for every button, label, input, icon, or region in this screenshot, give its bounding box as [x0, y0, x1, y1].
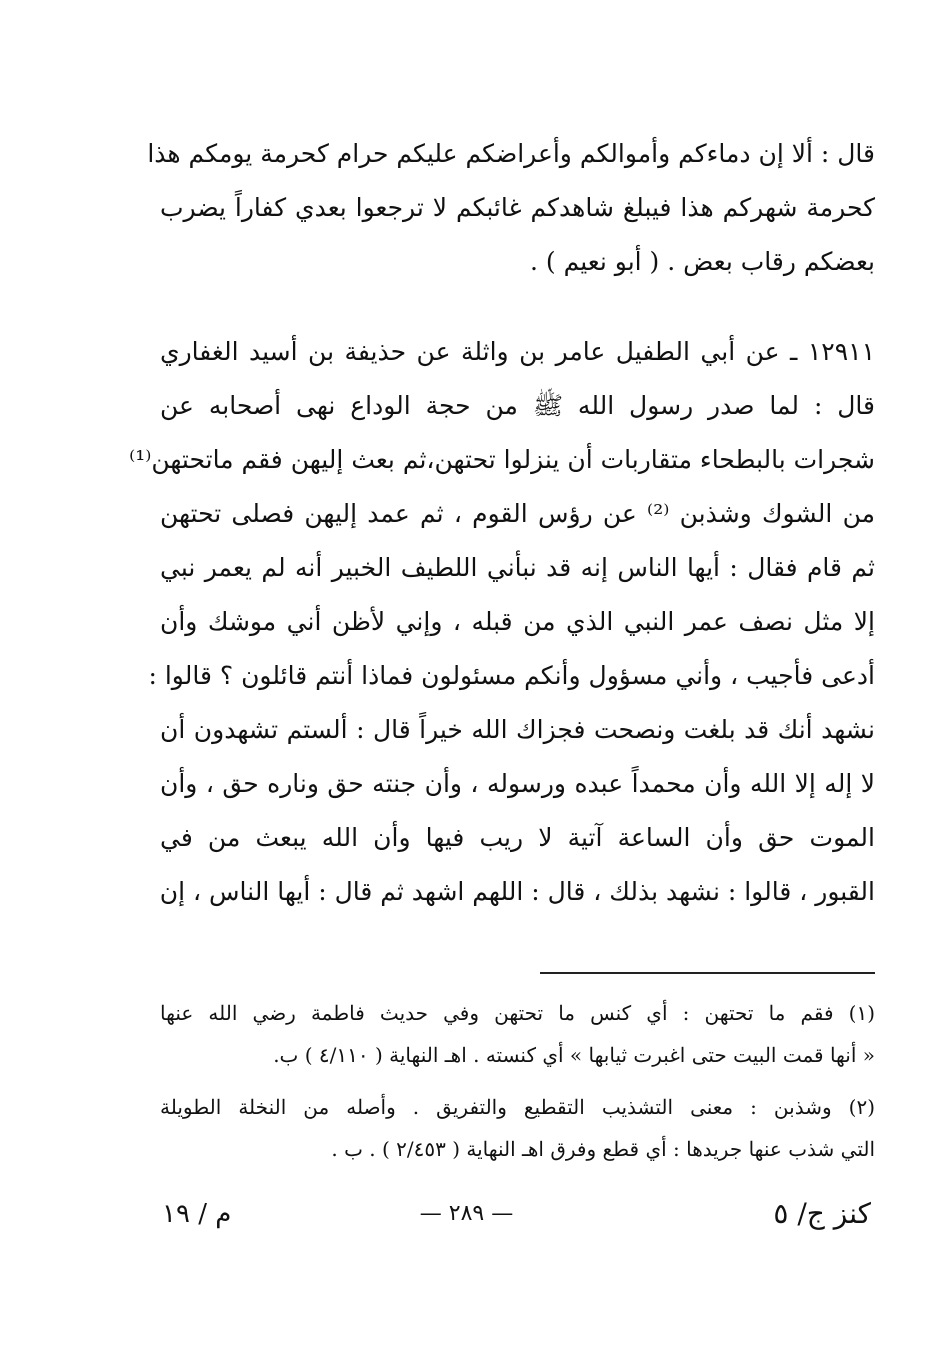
footnote-2-line: التي شذب عنها جريدها : أي قطع وفرق اهـ النهاية ( ٢/٤٥٣ ) . ب .	[331, 1137, 875, 1161]
footnote-divider	[540, 972, 875, 974]
body-line: لا إله إلا الله وأن محمداً عبده ورسوله ، وأن جنته حق وناره حق ، وأن	[160, 769, 875, 798]
body-line: إلا مثل نصف عمر النبي الذي من قبله ، وإني لأظن أني موشك وأن	[160, 607, 875, 636]
body-line: القبور ، قالوا : نشهد بذلك ، قال : اللهم اشهد ثم قال : أيها الناس ، إن	[159, 877, 875, 906]
footnotes	[160, 992, 875, 1170]
footnote-1-line: (١) فقم ما تحتهن : أي كنس ما تحتهن وفي حديث فاطمة رضي الله عنها	[160, 1001, 875, 1025]
hadith-12911	[129, 325, 875, 919]
body-line: قال : لما صدر رسول الله ﷺ من حجة الوداع نهى أصحابه عن	[160, 391, 875, 420]
volume-mark: م / ١٩	[162, 1199, 232, 1229]
body-line: ثم قام فقال : أيها الناس إنه قد نبأني اللطيف الخبير أنه لم يعمر نبي	[160, 553, 875, 582]
paragraph-continuation	[147, 127, 875, 289]
body-line: قال : ألا إن دماءكم وأموالكم وأعراضكم عليكم حرام كحرمة يومكم هذا	[147, 139, 875, 168]
signature-mark: كنز ج/ ٥	[773, 1197, 871, 1230]
body-line: ١٢٩١١ ـ عن أبي الطفيل عامر بن واثلة عن حذيفة بن أسيد الغفاري	[160, 337, 875, 366]
footnote-2-line: (٢) وشذبن : معنى التشذيب التقطيع والتفريق . وأصله من النخلة الطويلة	[160, 1095, 875, 1119]
page-number: — ٢٨٩ —	[419, 1201, 514, 1226]
body-line: الموت حق وأن الساعة آتية لا ريب فيها وأن الله يبعث من في	[160, 823, 875, 852]
body-line: بعضكم رقاب بعض . ( أبو نعيم ) .	[530, 247, 875, 276]
body-line: نشهد أنك قد بلغت ونصحت فجزاك الله خيراً قال : ألستم تشهدون أن	[160, 715, 875, 744]
body-line: أدعى فأجيب ، وأني مسؤول وأنكم مسئولون فماذا أنتم قائلون ؟ قالوا :	[148, 661, 875, 690]
body-line: كحرمة شهركم هذا فيبلغ شاهدكم غائبكم لا ترجعوا بعدي كفاراً يضرب	[160, 193, 875, 222]
body-line: شجرات بالبطحاء متقاربات أن ينزلوا تحتهن،ثم بعث إليهن فقم ماتحتهن⁽¹⁾	[129, 445, 875, 474]
body-line: من الشوك وشذبن ⁽²⁾ عن رؤس القوم ، ثم عمد إليهن فصلى تحتهن	[160, 499, 875, 528]
footnote-1-line: « أنها قمت البيت حتى اغبرت ثيابها » أي كنسته . اهـ النهاية ( ٤/١١٠ ) ب.	[273, 1043, 875, 1067]
